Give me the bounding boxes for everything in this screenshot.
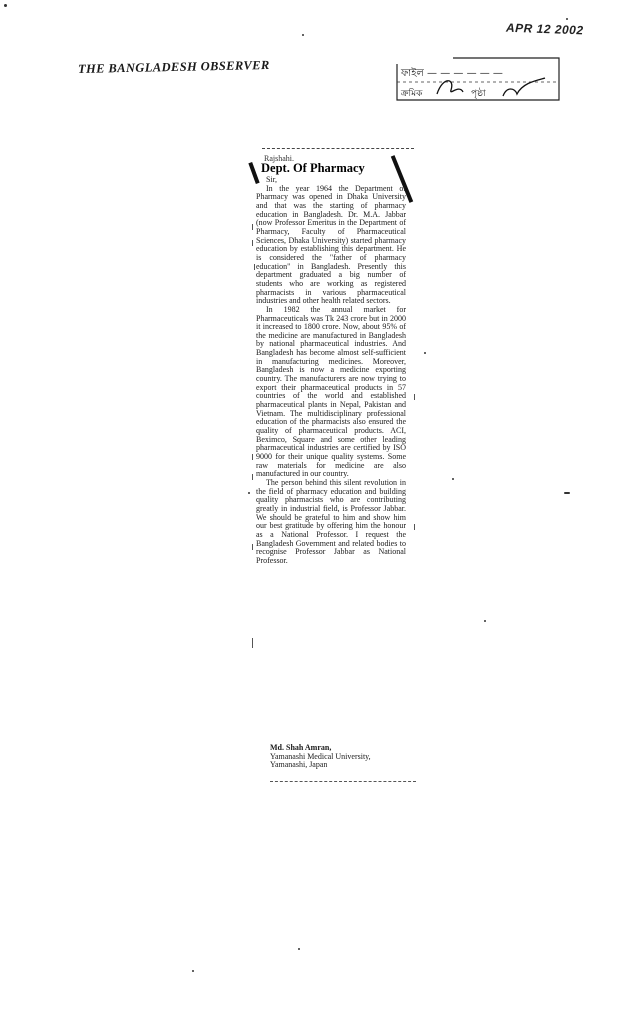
- scan-speck: [4, 4, 7, 7]
- margin-mark: [252, 638, 253, 648]
- scan-speck: [566, 18, 568, 20]
- margin-mark: [252, 544, 253, 550]
- scan-speck: [484, 620, 486, 622]
- margin-mark: [252, 224, 253, 230]
- clipping-cut-line: [262, 148, 414, 149]
- date-received-stamp: APR 12 2002: [505, 20, 584, 38]
- scan-speck: [424, 352, 426, 354]
- letter-title: Dept. Of Pharmacy: [261, 161, 365, 175]
- file-stamp-value: পৃষ্ঠা: [471, 89, 486, 99]
- scan-speck: [452, 478, 454, 480]
- margin-mark: [254, 264, 255, 270]
- scan-speck: [248, 492, 250, 494]
- letter-paragraph: The person behind this silent revolution in the field of pharmacy education and building quality pharmacists who are contributing greatly in industrial field, is Professor Jabbar. We should be grateful to him and show him our best gratitude by offering him the honour as a National Professor. I request the Bangladesh Government and related bodies to recognise Professor Jabbar as National Professor.: [256, 477, 406, 565]
- clipping-bottom-line: [270, 781, 416, 782]
- file-reference-stamp: [393, 56, 563, 106]
- file-stamp-label: ক্রমিক: [401, 89, 423, 99]
- margin-mark: [252, 474, 253, 480]
- scan-speck: [564, 492, 570, 494]
- file-stamp-line1: ফাইল — — — — — —: [401, 68, 503, 79]
- letter-paragraph: In the year 1964 the Department of Pharmacy was opened in Dhaka University and that was the starting of pharmacy education in Bangladesh. Dr. M.A. Jabbar (now Professor Emeritus in the Department of Pharmacy, Faculty of Pharmaceutical Sciences, Dhaka University) started pharmacy education by establishing this department. He is considered the "father of pharmacy education" in Bangladesh. Presently this department graduated a big number of students who are working as registered pharmacists in various pharmaceutical industries and other health related sectors.: [256, 183, 406, 306]
- margin-mark: [414, 394, 415, 400]
- signature-location: Yamanashi, Japan: [270, 760, 328, 770]
- newspaper-clipping: [256, 144, 416, 770]
- letter-signature: [270, 744, 416, 770]
- file-stamp-graphic: [393, 56, 563, 106]
- letter-paragraph: In 1982 the annual market for Pharmaceuticals was Tk 243 crore but in 2000 it increased to 1800 crore. Now, about 95% of the medicine are manufactured in Bangladesh by national pharmaceutical industries. And Bangladesh has become almost self-sufficient in manufacturing medicines. Moreover, Bangladesh is now a medicine exporting country. The manufacturers are now trying to export their pharmaceutical products in 57 countries of the world and established pharmaceutical plants in Nepal, Pakistan and Vietnam. The multidisciplinary professional education of the pharmacists also ensured the quality of pharmaceutical products. ACI, Beximco, Square and some other leading pharmaceutical industries are certified by ISO 9000 for their unique quality systems. Some raw materials for medicine are also manufactured in our country.: [256, 304, 406, 479]
- scan-speck: [192, 970, 194, 972]
- scan-speck: [302, 34, 304, 36]
- scan-speck: [298, 948, 300, 950]
- signature-name: Md. Shah Amran,: [270, 743, 332, 752]
- margin-mark: [252, 240, 253, 246]
- letter-origin: Rajshahi.: [264, 154, 294, 163]
- margin-mark: [252, 454, 253, 460]
- signature-affiliation: Yamanashi Medical University,: [270, 751, 371, 761]
- newspaper-masthead: THE BANGLADESH OBSERVER: [77, 57, 270, 77]
- margin-mark: [414, 524, 415, 530]
- letter-body: [256, 176, 406, 566]
- letter-salutation: Sir,: [266, 175, 278, 184]
